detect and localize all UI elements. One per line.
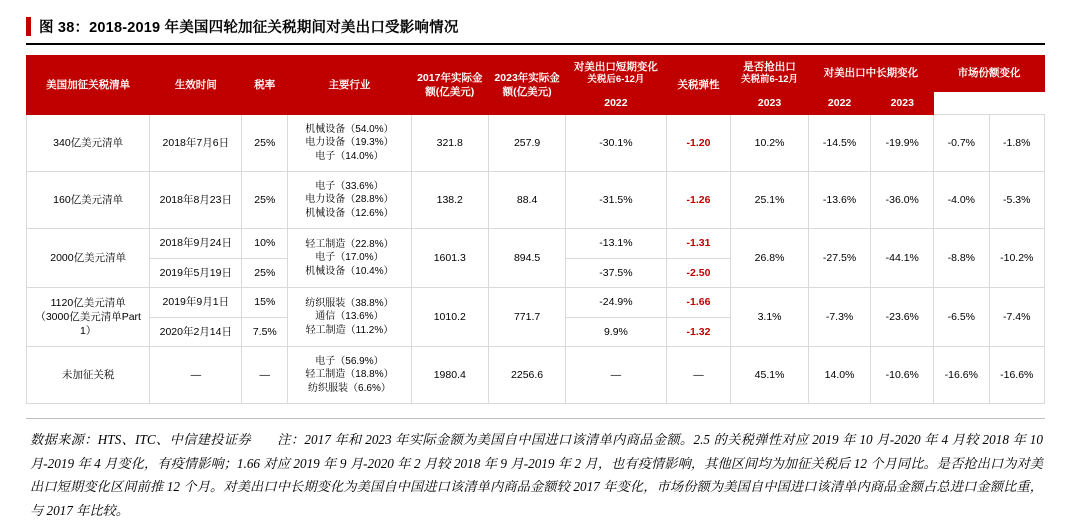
subcol-mid-2022: 2022: [566, 91, 666, 114]
industry-line: 机械设备（12.6%）: [305, 207, 394, 219]
cell-share-2022: -4.0%: [934, 172, 989, 229]
cell-effective-date: 2020年2月14日: [150, 317, 242, 347]
short-term-main-label: 对美出口短期变化: [573, 61, 658, 73]
col-header-main-industry: 主要行业: [288, 56, 411, 115]
col-header-mid-long-change: 对美出口中长期变化: [808, 56, 933, 92]
cell-short-term-change: —: [566, 347, 666, 404]
cell-mid-2023: -36.0%: [871, 172, 934, 229]
cell-tax-elasticity: -1.20: [666, 115, 731, 172]
cell-share-2023: -16.6%: [989, 347, 1044, 404]
cell-short-term-change: -24.9%: [566, 288, 666, 318]
col-header-amount-2017: 2017年实际金额(亿美元): [411, 56, 488, 115]
cell-rush-export: 25.1%: [731, 172, 808, 229]
cell-share-2023: -1.8%: [989, 115, 1044, 172]
industry-line: 通信（13.6%）: [315, 311, 384, 323]
cell-amount-2017: 1010.2: [411, 288, 488, 347]
cell-short-term-change: -31.5%: [566, 172, 666, 229]
cell-list-name: 340亿美元清单: [27, 115, 150, 172]
cell-share-2023: -7.4%: [989, 288, 1044, 347]
cell-list-name: 未加征关税: [27, 347, 150, 404]
col-header-rush-export: [731, 56, 808, 92]
cell-list-name: [27, 288, 150, 347]
short-term-sub-label: 关税后6-12月: [587, 74, 645, 86]
cell-effective-date: 2018年7月6日: [150, 115, 242, 172]
cell-main-industry: [288, 229, 411, 288]
cell-mid-2022: -27.5%: [808, 229, 871, 288]
cell-amount-2023: 88.4: [488, 172, 565, 229]
cell-mid-2023: -23.6%: [871, 288, 934, 347]
cell-tax-elasticity: -2.50: [666, 258, 731, 288]
cell-mid-2022: -13.6%: [808, 172, 871, 229]
cell-tax-elasticity: -1.31: [666, 229, 731, 259]
footnote-note: 注：2017 年和 2023 年实际金额为美国自中国进口该清单内商品金额。2.5 的关税弹性对应 2019 年 10 月-2020 年 4 月较 2018 年 10 月-2019 年 4 月变化，有疫情影响；1.66 对应 2019 年 9 月-2020 年 2 月较 2018 年 9 月-2019 年 2 月，也有疫情影响，其他区间均为加征关税后 12 个月同比。是否抢出口为对美出口短期变化区间前推 12 个月。对美出口中长期变化为美国自中国进口该清单内商品金额较 2017 年变化，市场份额为美国自中国进口该清单内商品金额占总进口金额比重，与 2017 年比较。: [30, 432, 1043, 518]
col-header-list: 美国加征关税清单: [27, 56, 150, 115]
industry-line: 纺织服装（38.8%）: [305, 297, 394, 309]
cell-tax-elasticity: -1.32: [666, 317, 731, 347]
figure-title-row: [26, 16, 1071, 37]
title-accent-bar: [26, 17, 31, 36]
cell-mid-2023: -44.1%: [871, 229, 934, 288]
list-name-line1: 1120亿美元清单: [50, 296, 126, 309]
footnote-divider: [26, 418, 1045, 419]
cell-list-name: 160亿美元清单: [27, 172, 150, 229]
industry-line: 轻工制造（22.8%）: [305, 238, 394, 250]
list-name-line2: （3000亿美元清单Part 1）: [35, 311, 141, 338]
cell-tax-elasticity: -1.26: [666, 172, 731, 229]
col-header-amount-2023: 2023年实际金额(亿美元): [488, 56, 565, 115]
cell-tax-rate: 25%: [242, 258, 288, 288]
cell-effective-date: 2019年9月1日: [150, 288, 242, 318]
cell-tax-rate: 25%: [242, 172, 288, 229]
industry-line: 电子（33.6%）: [315, 180, 384, 192]
industry-line: 电子（14.0%）: [315, 150, 384, 162]
cell-main-industry: [288, 288, 411, 347]
cell-amount-2023: 2256.6: [488, 347, 565, 404]
figure-page: [0, 16, 1071, 518]
cell-list-name: 2000亿美元清单: [27, 229, 150, 288]
cell-amount-2017: 1601.3: [411, 229, 488, 288]
table-row: [27, 229, 1045, 259]
industry-line: 电子（56.9%）: [315, 355, 384, 367]
table-row: [27, 288, 1045, 318]
subcol-share-2023: 2023: [871, 91, 934, 114]
industry-line: 电子（17.0%）: [315, 252, 384, 264]
cell-amount-2017: 1980.4: [411, 347, 488, 404]
table-row: [27, 347, 1045, 404]
cell-mid-2022: 14.0%: [808, 347, 871, 404]
cell-short-term-change: -13.1%: [566, 229, 666, 259]
tariff-table: [26, 55, 1045, 404]
cell-mid-2022: -7.3%: [808, 288, 871, 347]
cell-amount-2017: 138.2: [411, 172, 488, 229]
table-container: [26, 55, 1045, 404]
page-title: 图 38：2018-2019 年美国四轮加征关税期间对美出口受影响情况: [39, 20, 459, 36]
cell-effective-date: 2018年8月23日: [150, 172, 242, 229]
col-header-market-share: 市场份额变化: [934, 56, 1045, 92]
cell-short-term-change: -30.1%: [566, 115, 666, 172]
industry-line: 机械设备（10.4%）: [305, 265, 394, 277]
cell-effective-date: 2019年5月19日: [150, 258, 242, 288]
cell-tax-rate: —: [242, 347, 288, 404]
cell-rush-export: 3.1%: [731, 288, 808, 347]
cell-share-2022: -0.7%: [934, 115, 989, 172]
cell-main-industry: [288, 115, 411, 172]
industry-line: 电力设备（19.3%）: [305, 137, 394, 149]
cell-tax-rate: 15%: [242, 288, 288, 318]
col-header-short-term-change: [566, 56, 666, 92]
cell-short-term-change: 9.9%: [566, 317, 666, 347]
cell-share-2022: -6.5%: [934, 288, 989, 347]
cell-main-industry: [288, 347, 411, 404]
cell-mid-2022: -14.5%: [808, 115, 871, 172]
title-underline: [26, 43, 1045, 45]
cell-amount-2023: 257.9: [488, 115, 565, 172]
cell-effective-date: —: [150, 347, 242, 404]
footnote-block: [30, 428, 1043, 522]
cell-amount-2023: 771.7: [488, 288, 565, 347]
rush-export-sub-label: 关税前6-12月: [741, 74, 799, 86]
cell-rush-export: 10.2%: [731, 115, 808, 172]
cell-rush-export: 26.8%: [731, 229, 808, 288]
col-header-tax-elasticity: 关税弹性: [666, 56, 731, 115]
cell-amount-2017: 321.8: [411, 115, 488, 172]
industry-line: 电力设备（28.8%）: [305, 194, 394, 206]
cell-tax-rate: 25%: [242, 115, 288, 172]
industry-line: 轻工制造（18.8%）: [305, 369, 394, 381]
cell-share-2023: -5.3%: [989, 172, 1044, 229]
cell-tax-elasticity: —: [666, 347, 731, 404]
industry-line: 轻工制造（11.2%）: [305, 324, 394, 336]
industry-line: 纺织服装（6.6%）: [308, 382, 391, 394]
table-header-row: [27, 56, 1045, 92]
table-row: [27, 115, 1045, 172]
table-row: [27, 172, 1045, 229]
cell-main-industry: [288, 172, 411, 229]
col-header-tax-rate: 税率: [242, 56, 288, 115]
col-header-effective-date: 生效时间: [150, 56, 242, 115]
industry-line: 机械设备（54.0%）: [305, 123, 394, 135]
cell-short-term-change: -37.5%: [566, 258, 666, 288]
cell-share-2023: -10.2%: [989, 229, 1044, 288]
cell-mid-2023: -10.6%: [871, 347, 934, 404]
cell-effective-date: 2018年9月24日: [150, 229, 242, 259]
cell-share-2022: -8.8%: [934, 229, 989, 288]
cell-mid-2023: -19.9%: [871, 115, 934, 172]
cell-tax-elasticity: -1.66: [666, 288, 731, 318]
subcol-mid-2023: 2023: [731, 91, 808, 114]
subcol-share-2022: 2022: [808, 91, 871, 114]
cell-tax-rate: 7.5%: [242, 317, 288, 347]
data-source-label: 数据来源：HTS、ITC、中信建投证券: [30, 432, 251, 448]
cell-rush-export: 45.1%: [731, 347, 808, 404]
cell-share-2022: -16.6%: [934, 347, 989, 404]
cell-amount-2023: 894.5: [488, 229, 565, 288]
cell-tax-rate: 10%: [242, 229, 288, 259]
rush-export-main-label: 是否抢出口: [743, 61, 796, 73]
